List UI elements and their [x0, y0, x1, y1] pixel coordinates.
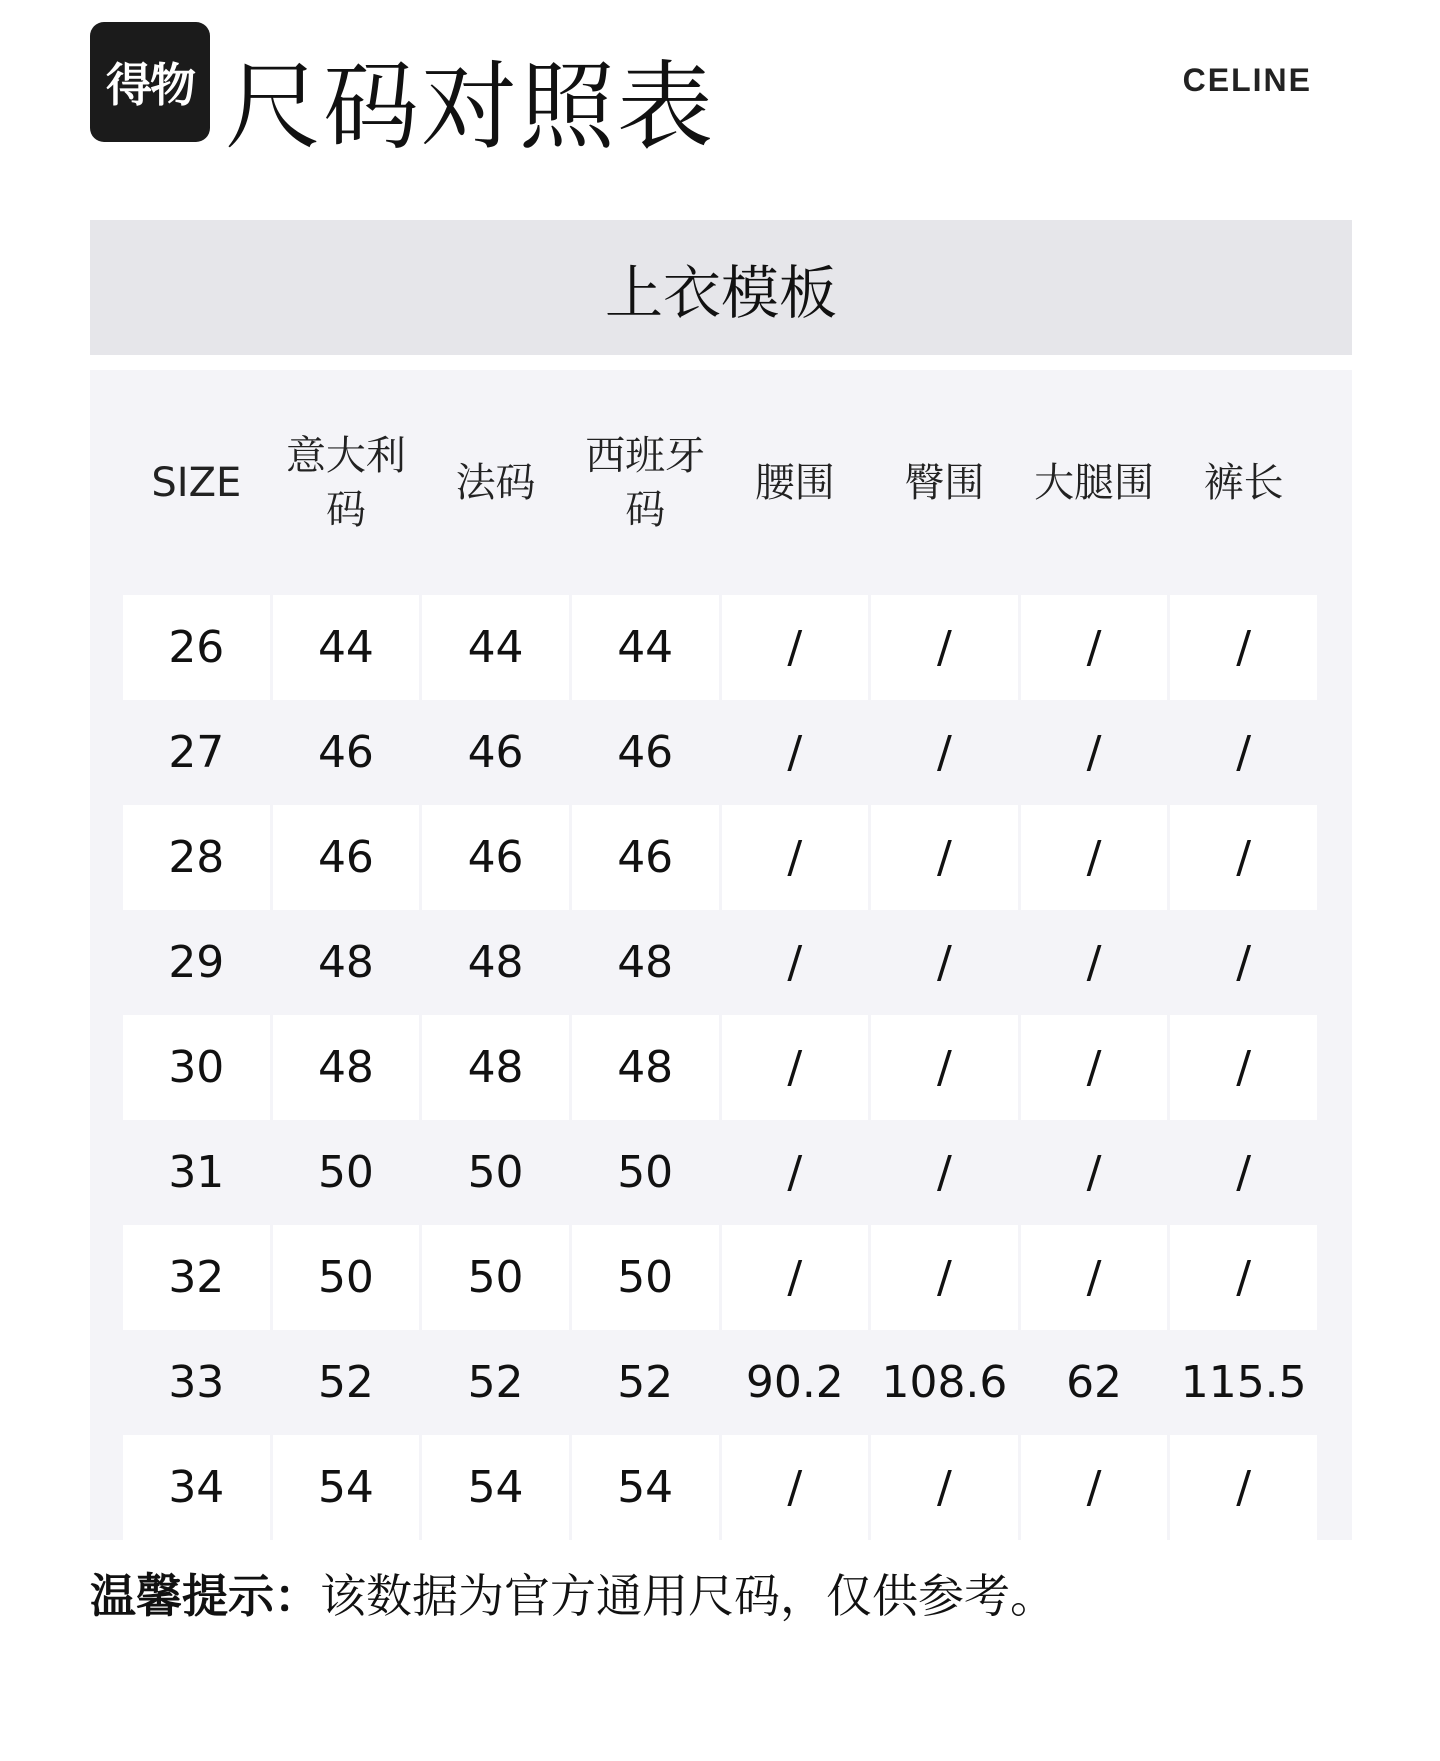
size-chart-table	[120, 370, 1320, 1540]
disclaimer-label: 温馨提示：	[90, 1569, 320, 1623]
table-row	[123, 1120, 1317, 1225]
table-cell: /	[1170, 1015, 1317, 1120]
table-cell: /	[871, 805, 1018, 910]
app-logo	[90, 22, 210, 142]
table-cell: 48	[273, 910, 420, 1015]
table-cell: /	[722, 805, 869, 910]
table-cell: /	[1170, 910, 1317, 1015]
col-thigh: 大腿围	[1034, 459, 1155, 506]
table-row	[123, 1435, 1317, 1540]
table-cell: /	[1170, 700, 1317, 805]
table-cell: /	[1021, 1435, 1168, 1540]
table-cell: 52	[273, 1330, 420, 1435]
table-cell: /	[722, 1120, 869, 1225]
logo-text: 得物	[106, 58, 194, 112]
table-header-row	[123, 370, 1317, 595]
disclaimer-text: 该数据为官方通用尺码，仅供参考。	[320, 1569, 1056, 1623]
table-row	[123, 595, 1317, 700]
table-cell: 34	[123, 1435, 270, 1540]
table-cell: 46	[422, 805, 569, 910]
size-chart-panel	[90, 370, 1352, 1540]
table-cell: /	[1170, 1120, 1317, 1225]
table-cell: /	[1170, 1435, 1317, 1540]
table-cell: 54	[422, 1435, 569, 1540]
table-cell: 50	[422, 1225, 569, 1330]
table-cell: 31	[123, 1120, 270, 1225]
table-cell: /	[1021, 910, 1168, 1015]
col-italy-size	[273, 370, 420, 595]
table-row	[123, 910, 1317, 1015]
table-cell: 29	[123, 910, 270, 1015]
table-row	[123, 1015, 1317, 1120]
table-cell: 52	[422, 1330, 569, 1435]
brand-logo: CELINE	[1182, 62, 1312, 98]
table-cell: 48	[273, 1015, 420, 1120]
table-cell: /	[871, 1225, 1018, 1330]
table-cell: /	[722, 1435, 869, 1540]
table-cell: /	[871, 595, 1018, 700]
table-cell: 48	[572, 1015, 719, 1120]
table-cell: /	[722, 1015, 869, 1120]
page-title: 尺码对照表	[225, 51, 715, 163]
table-row	[123, 700, 1317, 805]
col-pants-length: 裤长	[1203, 459, 1284, 506]
table-cell: /	[1021, 1225, 1168, 1330]
table-cell: 48	[422, 1015, 569, 1120]
table-cell: /	[1021, 1120, 1168, 1225]
table-cell: 26	[123, 595, 270, 700]
table-cell: /	[722, 910, 869, 1015]
table-cell: /	[1021, 700, 1168, 805]
table-cell: 44	[273, 595, 420, 700]
table-cell: /	[1170, 805, 1317, 910]
table-cell: /	[1170, 1225, 1317, 1330]
table-cell: 54	[273, 1435, 420, 1540]
table-cell: /	[871, 700, 1018, 805]
table-cell: 52	[572, 1330, 719, 1435]
col-france-size: 法码	[455, 459, 536, 506]
table-cell: 50	[572, 1120, 719, 1225]
table-cell: /	[871, 1120, 1018, 1225]
table-cell: 46	[422, 700, 569, 805]
table-cell: 44	[572, 595, 719, 700]
table-cell: 46	[273, 805, 420, 910]
table-cell: /	[1021, 595, 1168, 700]
table-cell: 30	[123, 1015, 270, 1120]
table-cell: 50	[273, 1120, 420, 1225]
table-cell: 44	[422, 595, 569, 700]
table-cell: 90.2	[722, 1330, 869, 1435]
col-size: SIZE	[151, 459, 242, 506]
table-cell: 46	[572, 700, 719, 805]
table-cell: /	[871, 1015, 1018, 1120]
table-row	[123, 1330, 1317, 1435]
table-cell: /	[722, 595, 869, 700]
table-cell: 46	[572, 805, 719, 910]
col-spain-size	[572, 370, 719, 595]
section-title: 上衣模板	[604, 258, 837, 327]
col-hip: 臀围	[904, 459, 985, 506]
table-cell: 48	[422, 910, 569, 1015]
table-row	[123, 1225, 1317, 1330]
table-cell: /	[1021, 805, 1168, 910]
table-cell: /	[722, 700, 869, 805]
table-cell: 28	[123, 805, 270, 910]
table-cell: 46	[273, 700, 420, 805]
section-header	[90, 220, 1352, 355]
col-spain-size-label: 西班牙码	[585, 432, 706, 533]
table-cell: 115.5	[1170, 1330, 1317, 1435]
table-cell: /	[722, 1225, 869, 1330]
table-row	[123, 805, 1317, 910]
table-cell: /	[1170, 595, 1317, 700]
table-cell: 27	[123, 700, 270, 805]
table-cell: 32	[123, 1225, 270, 1330]
table-cell: 108.6	[871, 1330, 1018, 1435]
col-waist: 腰围	[754, 459, 835, 506]
table-cell: /	[871, 910, 1018, 1015]
table-cell: 50	[572, 1225, 719, 1330]
table-cell: /	[871, 1435, 1018, 1540]
table-cell: 50	[273, 1225, 420, 1330]
table-cell: 50	[422, 1120, 569, 1225]
table-cell: /	[1021, 1015, 1168, 1120]
disclaimer-note	[90, 1560, 1056, 1626]
table-cell: 62	[1021, 1330, 1168, 1435]
table-cell: 33	[123, 1330, 270, 1435]
col-italy-size-label: 意大利码	[285, 432, 406, 533]
table-cell: 48	[572, 910, 719, 1015]
table-cell: 54	[572, 1435, 719, 1540]
